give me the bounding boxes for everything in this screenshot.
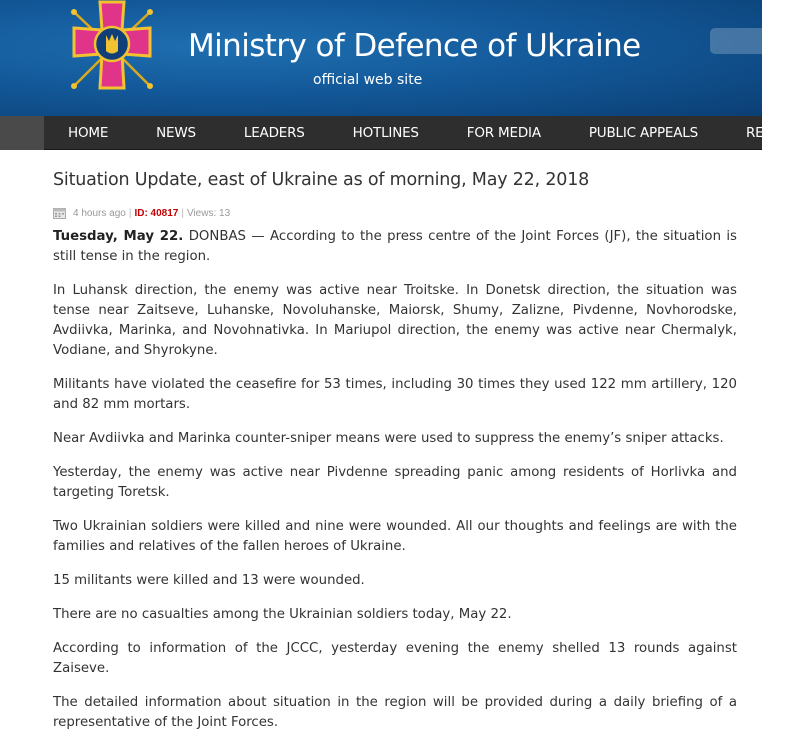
article-paragraph: Militants have violated the ceasefire for 53 times, including 30 times they used 122 mm artillery, 120 and 82 mm mortars. (53, 377, 737, 412)
nav-item-public-appeals[interactable]: PUBLIC APPEALS (588, 125, 698, 141)
article-paragraph: Near Avdiivka and Marinka counter-sniper means were used to suppress the enemy’s sniper attacks. (53, 431, 724, 446)
site-header (0, 0, 762, 116)
article-time: 4 hours ago (73, 207, 126, 219)
article-lead-date: Tuesday, May 22. (53, 229, 184, 244)
main-navigation (0, 116, 772, 150)
nav-item-leaders[interactable]: LEADERS (243, 125, 305, 141)
nav-item-ref[interactable]: REF (745, 125, 772, 141)
site-subtitle: official web site (313, 72, 423, 88)
nav-item-for-media[interactable]: FOR MEDIA (466, 125, 541, 141)
nav-item-news[interactable]: NEWS (156, 125, 196, 141)
article-paragraph: The detailed information about situation in the region will be provided during a daily briefing of a representative of the Joint Forces. (53, 695, 737, 730)
article-meta (53, 206, 737, 220)
article-id: ID: 40817 (134, 207, 179, 219)
nav-item-hotlines[interactable]: HOTLINES (352, 125, 419, 141)
article-paragraph: 15 militants were killed and 13 were wounded. (53, 573, 365, 588)
article-views: Views: 13 (186, 207, 231, 219)
nav-edge (0, 116, 44, 150)
search-input[interactable] (710, 28, 780, 54)
site-title[interactable]: Ministry of Defence of Ukraine (188, 28, 641, 64)
article-paragraph: According to information of the JCCC, yesterday evening the enemy shelled 13 rounds against Zaiseve. (53, 641, 737, 676)
article-paragraph: Two Ukrainian soldiers were killed and nine were wounded. All our thoughts and feelings are with the families and relatives of the fallen heroes of Ukraine. (53, 519, 737, 554)
meta-separator: | (181, 207, 184, 219)
article-paragraph: Yesterday, the enemy was active near Pivdenne spreading panic among residents of Horlivka and targeting Toretsk. (53, 465, 737, 500)
article-body (53, 227, 737, 733)
meta-separator: | (128, 207, 132, 219)
article-paragraph: There are no casualties among the Ukrainian soldiers today, May 22. (53, 607, 512, 622)
article-title: Situation Update, east of Ukraine as of morning, May 22, 2018 (53, 170, 590, 190)
article (53, 170, 737, 747)
article-paragraph: In Luhansk direction, the enemy was active near Troitske. In Donetsk direction, the situation was tense near Zaitseve, Luhanske, Novoluhanske, Maiorsk, Shumy, Zalizne, Pivdenne, Novhorodske, Avdiivka, Marinka, and Novohnativka. In Mariupol direction, the enemy was active near Chermalyk, Vodiane, and Shyrokyne. (53, 283, 737, 358)
nav-item-home[interactable]: HOME (68, 125, 109, 141)
article-lead (53, 227, 737, 267)
ministry-emblem-icon[interactable] (60, 0, 164, 96)
article-lead-text: DONBAS — According to the press centre of the Joint Forces (JF), the situation is still tense in the region. (53, 229, 737, 264)
calendar-icon (53, 207, 66, 219)
